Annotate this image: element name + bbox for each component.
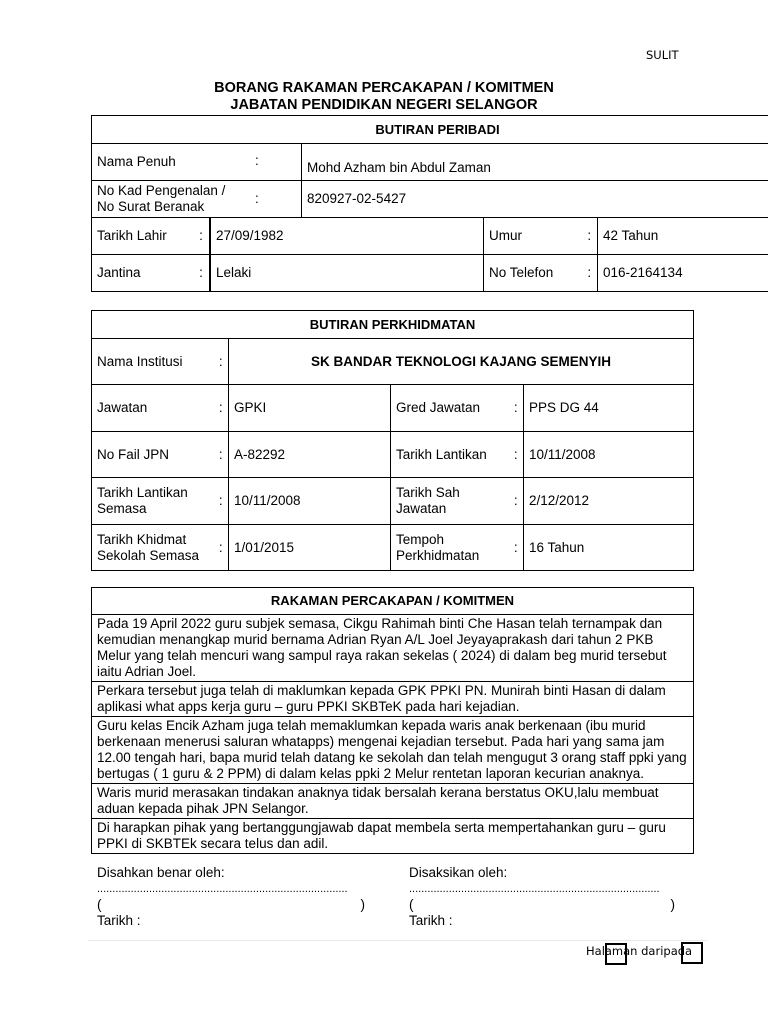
confirmation-date-label: Tarikh Sah Jawatan [391, 478, 509, 525]
confirmation-date-value: 2/12/2012 [524, 478, 694, 525]
current-page-box[interactable] [605, 943, 627, 965]
full-name-value: Mohd Azham bin Abdul Zaman [302, 144, 768, 181]
department-title: JABATAN PENDIDIKAN NEGERI SELANGOR [230, 97, 538, 113]
witnessed-by-name-field: ( ) [409, 897, 675, 912]
record-paragraph: Perkara tersebut juga telah di maklumkan kepada GPK PPKI PN. Munirah binti Hasan di dalam aplikasi what apps kerja guru – guru PPKI SKBTeK pada hari kejadian. [92, 682, 694, 717]
grade-label: Gred Jawatan [391, 385, 509, 432]
school-service-date-label: Tarikh Khidmat Sekolah Semasa [92, 525, 214, 571]
verified-by-date-label: Tarikh : [97, 913, 141, 928]
verified-by-label: Disahkan benar oleh: [97, 865, 225, 880]
position-value: GPKI [229, 385, 391, 432]
witnessed-by-signature-line: .................................................................................. [409, 883, 660, 895]
current-appointment-value: 10/11/2008 [229, 478, 391, 525]
current-appointment-label: Tarikh Lantikan Semasa [92, 478, 214, 525]
service-details-table: BUTIRAN PERKHIDMATAN Nama Institusi : SK BANDAR TEKNOLOGI KAJANG SEMENYIH Jawatan : GPKI Gred Jawatan : PPS DG 44 No Fail JPN : A-82292 Tarikh Lantikan : 10/11/2008 Tarikh Lantikan Semasa : 10/11/2008 Tarikh Sah Jawatan : 2/12/2012 Tarikh Khidmat Sekolah Semasa : 1/01/2015 Tempoh Perkhidmatan : 16 Tahun [91, 310, 694, 571]
verified-by-block [97, 865, 365, 929]
appointment-date-label: Tarikh Lantikan [391, 432, 509, 478]
record-paragraph: Guru kelas Encik Azham juga telah memaklumkan kepada waris anak berkenaan (ibu murid berkenaan menerusi saluran whatapps) mengenai kejadian tersebut. Pada hari yang sama jam 12.00 tengah hari, bapa murid telah datang ke sekolah dan telah mengugut 3 orang staff ppki yang bertugas ( 1 guru & 2 PPM) di dalam kelas ppki 2 Melur rentetan laporan kecurian anaknya. [92, 717, 694, 784]
witnessed-by-block [409, 865, 675, 929]
grade-value: PPS DG 44 [524, 385, 694, 432]
file-number-label: No Fail JPN [92, 432, 214, 478]
phone-label: No Telefon [484, 255, 582, 292]
classification-label: SULIT [646, 48, 679, 62]
dob-value: 27/09/1982 [210, 218, 284, 254]
school-service-date-value: 1/01/2015 [229, 525, 391, 571]
gender-label: Jantina [92, 255, 210, 292]
appointment-date-value: 10/11/2008 [524, 432, 694, 478]
witnessed-by-label: Disaksikan oleh: [409, 865, 508, 880]
service-tenure-value: 16 Tahun [524, 525, 694, 571]
verified-by-signature-line: .................................................................................. [97, 883, 348, 895]
total-pages-box[interactable] [681, 942, 703, 964]
verified-by-name-field: ( ) [97, 897, 365, 912]
institution-value: SK BANDAR TEKNOLOGI KAJANG SEMENYIH [229, 339, 694, 385]
ic-number-label: No Kad Pengenalan / No Surat Beranak : [92, 181, 302, 218]
service-tenure-label: Tempoh Perkhidmatan [391, 525, 509, 571]
record-paragraph: Waris murid merasakan tindakan anaknya tidak bersalah kerana berstatus OKU,lalu membuat aduan kepada pihak JPN Selangor. [92, 784, 694, 819]
record-table [91, 587, 694, 854]
phone-value: 016-2164134 [598, 255, 768, 292]
record-paragraph: Pada 19 April 2022 guru subjek semasa, Cikgu Rahimah binti Che Hasan telah ternampak dan kemudian menangkap murid bernama Adrian Ryan A/L Joel Jeyayaprakash dari tahun 2 PKB Melur yang telah mencuri wang sampul raya rakan sekelas ( 2024) di dalam beg murid tersebut iaitu Adrian Joel. [92, 615, 694, 682]
dob-label: Tarikh Lahir [92, 218, 210, 255]
ic-number-value: 820927-02-5427 [302, 181, 768, 218]
personal-details-heading: BUTIRAN PERIBADI [92, 116, 768, 144]
service-details-heading: BUTIRAN PERKHIDMATAN [92, 311, 694, 339]
page-number-text: Halaman daripada [586, 944, 693, 958]
form-title: BORANG RAKAMAN PERCAKAPAN / KOMITMEN [214, 80, 554, 96]
file-number-value: A-82292 [229, 432, 391, 478]
age-value: 42 Tahun [598, 218, 768, 255]
footer-divider [88, 940, 708, 941]
witnessed-by-date-label: Tarikh : [409, 913, 453, 928]
age-label: Umur [484, 218, 582, 255]
position-label: Jawatan [92, 385, 214, 432]
record-paragraph: Di harapkan pihak yang bertanggungjawab dapat membela serta mempertahankan guru – guru PPKI di SKBTEk secara telus dan adil. [92, 819, 694, 854]
institution-label: Nama Institusi [92, 339, 214, 385]
record-heading: RAKAMAN PERCAKAPAN / KOMITMEN [92, 588, 694, 615]
gender-value: Lelaki [210, 255, 251, 291]
personal-details-table: BUTIRAN PERIBADI Nama Penuh : Mohd Azham bin Abdul Zaman No Kad Pengenalan / No Surat Beranak : 820927-02-5427 Tarikh Lahir : 27/09/1982 Umur : 42 Tahun Jantina : Lelaki No Telefon : 016-2164134 [91, 115, 768, 292]
full-name-label: Nama Penuh : [92, 144, 302, 181]
